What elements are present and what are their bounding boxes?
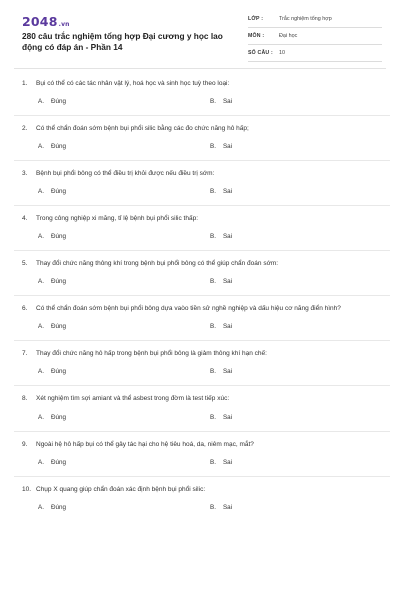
question-item — [22, 440, 382, 477]
option-b-label: Sai — [222, 233, 233, 241]
option-b[interactable] — [210, 323, 232, 330]
question-text — [22, 440, 382, 450]
option-a-label: Đúng — [50, 323, 67, 331]
meta-subject-label: MÔN : — [248, 33, 265, 39]
question-number: 4. — [22, 215, 28, 223]
meta-count-row — [248, 48, 382, 62]
option-a-label: Đúng — [50, 233, 67, 241]
option-b[interactable] — [210, 143, 232, 150]
question-divider — [14, 340, 390, 341]
question-divider — [14, 115, 390, 116]
option-a[interactable] — [38, 188, 66, 195]
option-b-key: B. — [210, 233, 216, 241]
question-number: 3. — [22, 170, 28, 178]
question-divider — [14, 250, 390, 251]
option-a[interactable] — [38, 143, 66, 150]
question-number: 7. — [22, 350, 28, 358]
meta-count-value: 10 — [279, 50, 285, 56]
option-b[interactable] — [210, 459, 232, 466]
option-b-key: B. — [210, 413, 216, 421]
option-b-label: Sai — [222, 188, 233, 196]
meta-class-value: Trắc nghiệm tổng hợp — [279, 16, 332, 22]
answer-options — [22, 504, 382, 516]
option-b-key: B. — [210, 278, 216, 286]
option-a[interactable] — [38, 414, 66, 421]
question-text — [22, 79, 382, 89]
option-b[interactable] — [210, 414, 232, 421]
option-a[interactable] — [38, 278, 66, 285]
document-header — [22, 14, 382, 62]
question-item — [22, 304, 382, 341]
question-text — [22, 394, 382, 404]
option-b-label: Sai — [222, 503, 233, 511]
option-a-label: Đúng — [50, 188, 67, 196]
question-number: 5. — [22, 260, 28, 268]
option-a-key: A. — [38, 188, 44, 196]
option-b-key: B. — [210, 323, 216, 331]
question-divider — [14, 476, 390, 477]
question-item — [22, 124, 382, 161]
question-prompt: Chụp X quang giúp chẩn đoán xác định bệnh bụi phổi silic: — [36, 485, 206, 493]
question-item — [22, 349, 382, 386]
option-a-key: A. — [38, 323, 44, 331]
option-b-key: B. — [210, 368, 216, 376]
option-a-label: Đúng — [50, 503, 67, 511]
question-divider — [14, 205, 390, 206]
question-item — [22, 259, 382, 296]
question-number: 6. — [22, 305, 28, 313]
option-b[interactable] — [210, 188, 232, 195]
option-b-label: Sai — [222, 143, 233, 151]
option-a-label: Đúng — [50, 143, 67, 151]
question-prompt: Thay đổi chức năng hô hấp trong bệnh bụi phổi bông là giảm thông khí hạn chế: — [36, 350, 267, 358]
question-prompt: Có thể chẩn đoán sớm bệnh bụi phổi silic bằng các đo chức năng hô hấp; — [36, 125, 249, 133]
question-prompt: Bệnh bụi phổi bông có thể điều trị khỏi được nếu điều trị sớm: — [36, 170, 215, 178]
option-b-key: B. — [210, 98, 216, 106]
option-b-label: Sai — [222, 413, 233, 421]
site-logo[interactable] — [22, 14, 70, 29]
question-prompt: Thay đổi chức năng thông khí trong bệnh bụi phổi bông có thể giúp chẩn đoán sớm: — [36, 260, 279, 268]
option-b-label: Sai — [222, 278, 233, 286]
question-item — [22, 394, 382, 431]
meta-subject-row — [248, 31, 382, 45]
question-text — [22, 214, 382, 224]
option-b-label: Sai — [222, 98, 233, 106]
answer-options — [22, 233, 382, 245]
option-b-key: B. — [210, 143, 216, 151]
question-text — [22, 485, 382, 495]
meta-count-label: SỐ CÂU : — [248, 50, 273, 56]
option-b[interactable] — [210, 278, 232, 285]
meta-info — [248, 14, 382, 65]
option-a-key: A. — [38, 413, 44, 421]
option-a-key: A. — [38, 503, 44, 511]
option-a-label: Đúng — [50, 98, 67, 106]
option-b-label: Sai — [222, 368, 233, 376]
question-prompt: Xét nghiệm tìm sợi amiant và thể asbest trong đờm là test tiếp xúc: — [36, 395, 230, 403]
option-b-key: B. — [210, 458, 216, 466]
question-divider — [14, 431, 390, 432]
option-b-key: B. — [210, 188, 216, 196]
question-list — [22, 79, 382, 516]
logo-suffix: .vn — [58, 21, 70, 28]
answer-options — [22, 414, 382, 426]
option-a-key: A. — [38, 278, 44, 286]
question-number: 10. — [22, 485, 32, 493]
question-prompt: Có thể chẩn đoán sớm bệnh bụi phổi bông dựa vaòo tiền sử nghề nghiệp và dấu hiệu cơ năng điển hình? — [36, 305, 341, 313]
header-divider — [14, 68, 386, 69]
question-number: 9. — [22, 440, 28, 448]
answer-options — [22, 368, 382, 380]
meta-subject-value: Đại học — [279, 33, 298, 39]
question-text — [22, 349, 382, 359]
question-item — [22, 79, 382, 116]
option-a-label: Đúng — [50, 368, 67, 376]
option-b-label: Sai — [222, 458, 233, 466]
answer-options — [22, 188, 382, 200]
answer-options — [22, 459, 382, 471]
option-a[interactable] — [38, 98, 66, 105]
question-divider — [14, 295, 390, 296]
question-number: 8. — [22, 395, 28, 403]
option-b[interactable] — [210, 98, 232, 105]
option-a[interactable] — [38, 459, 66, 466]
option-a-key: A. — [38, 233, 44, 241]
option-a[interactable] — [38, 368, 66, 375]
question-prompt: Trong công nghiệp xi măng, tỉ lệ bệnh bụi phổi silic thấp: — [36, 215, 198, 223]
option-a[interactable] — [38, 504, 66, 511]
option-a-label: Đúng — [50, 458, 67, 466]
question-text — [22, 259, 382, 269]
question-item — [22, 169, 382, 206]
option-a-key: A. — [38, 98, 44, 106]
question-number: 1. — [22, 80, 28, 87]
logo-main: 2048 — [22, 14, 58, 29]
question-text — [22, 124, 382, 134]
option-b[interactable] — [210, 368, 232, 375]
meta-class-label: LỚP : — [248, 16, 264, 22]
question-divider — [14, 385, 390, 386]
question-item — [22, 214, 382, 251]
question-number: 2. — [22, 125, 28, 133]
answer-options — [22, 323, 382, 335]
option-a[interactable] — [38, 323, 66, 330]
option-a-label: Đúng — [50, 413, 67, 421]
option-a-key: A. — [38, 458, 44, 466]
question-text — [22, 169, 382, 179]
answer-options — [22, 278, 382, 290]
question-text — [22, 304, 382, 314]
option-b-key: B. — [210, 503, 216, 511]
option-a-key: A. — [38, 143, 44, 151]
question-item — [22, 485, 382, 516]
option-b[interactable] — [210, 233, 232, 240]
question-prompt: Bụi có thể có các tác nhân vật lý, hoá học và sinh học tuỳ theo loại: — [36, 80, 230, 87]
option-a-key: A. — [38, 368, 44, 376]
answer-options — [22, 143, 382, 155]
document-title: 280 câu trắc nghiệm tổng hợp Đại cương y học lao động có đáp án - Phần 14 — [22, 31, 223, 52]
option-b-label: Sai — [222, 323, 233, 331]
option-a[interactable] — [38, 233, 66, 240]
meta-class-row — [248, 14, 382, 28]
question-prompt: Ngoài hệ hô hấp bụi có thể gây tác hại cho hệ tiêu hoá, da, niêm mạc, mắt? — [36, 440, 254, 448]
option-b[interactable] — [210, 504, 232, 511]
option-a-label: Đúng — [50, 278, 67, 286]
question-divider — [14, 160, 390, 161]
answer-options — [22, 98, 382, 110]
